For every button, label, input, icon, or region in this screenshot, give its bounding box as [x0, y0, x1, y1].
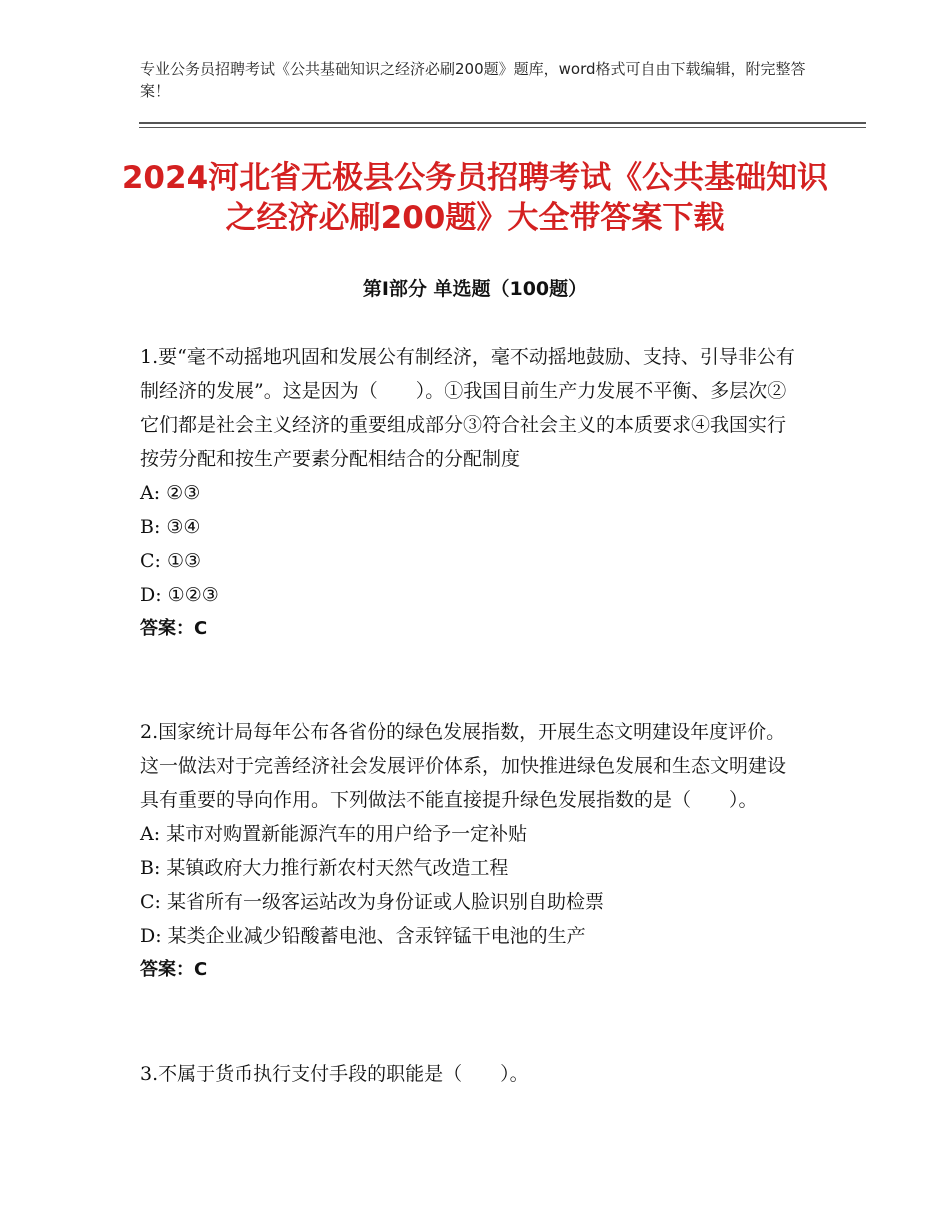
- header-note: 专业公务员招聘考试《公共基础知识之经济必刷200题》题库，word格式可自由下载编辑，附完整答案！: [140, 60, 806, 100]
- header-divider-thick: [139, 122, 866, 124]
- question-stem: 2.国家统计局每年公布各省份的绿色发展指数，开展生态文明建设年度评价。这一做法对于完善经济社会发展评价体系，加快推进绿色发展和生态文明建设具有重要的导向作用。下列做法不能直接提升绿色发展指数的是（ ）。: [140, 721, 787, 811]
- section-title: 第Ⅰ部分 单选题（100题）: [362, 278, 588, 300]
- option-d: D: ①②③: [140, 584, 219, 606]
- question-3: [140, 1057, 800, 1091]
- option-b: B: ③④: [140, 516, 201, 538]
- answer-label: 答案：C: [140, 959, 208, 980]
- question-2: [140, 715, 800, 987]
- question-stem: 3.不属于货币执行支付手段的职能是（ ）。: [140, 1063, 529, 1085]
- option-c: C: ①③: [140, 550, 202, 572]
- option-d: D: 某类企业减少铅酸蓄电池、含汞锌锰干电池的生产: [140, 925, 586, 947]
- option-c: C: 某省所有一级客运站改为身份证或人脸识别自助检票: [140, 891, 604, 913]
- option-a: A: 某市对购置新能源汽车的用户给予一定补贴: [140, 823, 528, 845]
- question-stem: 1.要“毫不动摇地巩固和发展公有制经济，毫不动摇地鼓励、支持、引导非公有制经济的发展”。这是因为（ ）。①我国目前生产力发展不平衡、多层次②它们都是社会主义经济的重要组成部分③符合社会主义的本质要求④我国实行按劳分配和按生产要素分配相结合的分配制度: [140, 346, 795, 470]
- document-title: 2024河北省无极县公务员招聘考试《公共基础知识之经济必刷200题》大全带答案下载: [121, 160, 829, 236]
- question-1: [140, 340, 800, 646]
- option-b: B: 某镇政府大力推行新农村天然气改造工程: [140, 857, 509, 879]
- option-a: A: ②③: [140, 482, 201, 504]
- answer-label: 答案：C: [140, 618, 208, 639]
- header-divider-thin: [139, 127, 866, 128]
